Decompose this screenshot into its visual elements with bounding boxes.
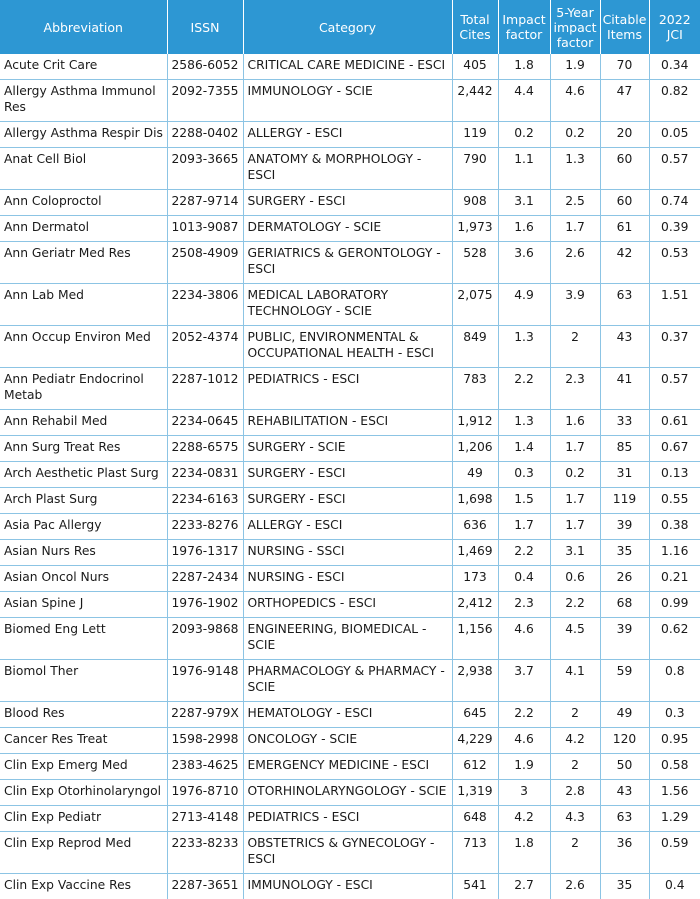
table-row — [0, 780, 700, 806]
impact-factor-cell: 4.4 — [498, 80, 550, 122]
total-cites-cell: 119 — [452, 122, 498, 148]
category-cell: ALLERGY - ESCI — [243, 122, 452, 148]
total-cites-cell: 908 — [452, 190, 498, 216]
total-cites-cell: 849 — [452, 326, 498, 368]
impact-factor-cell: 0.2 — [498, 122, 550, 148]
abbreviation-cell: Asia Pac Allergy — [0, 514, 167, 540]
5yr-impact-factor-cell: 2.2 — [550, 592, 600, 618]
header-impact-factor: Impact factor — [498, 0, 550, 54]
5yr-impact-factor-cell: 1.7 — [550, 514, 600, 540]
jci-cell: 0.34 — [649, 54, 700, 80]
citable-items-cell: 70 — [600, 54, 649, 80]
jci-cell: 0.59 — [649, 832, 700, 874]
jci-cell: 0.3 — [649, 702, 700, 728]
citable-items-cell: 60 — [600, 190, 649, 216]
issn-cell: 1976-1317 — [167, 540, 243, 566]
citable-items-cell: 49 — [600, 702, 649, 728]
category-cell: IMMUNOLOGY - ESCI — [243, 874, 452, 899]
total-cites-cell: 1,319 — [452, 780, 498, 806]
category-cell: IMMUNOLOGY - SCIE — [243, 80, 452, 122]
category-cell: PEDIATRICS - ESCI — [243, 368, 452, 410]
citable-items-cell: 59 — [600, 660, 649, 702]
impact-factor-cell: 3.1 — [498, 190, 550, 216]
total-cites-cell: 1,156 — [452, 618, 498, 660]
abbreviation-cell: Arch Aesthetic Plast Surg — [0, 462, 167, 488]
issn-cell: 1976-1902 — [167, 592, 243, 618]
jci-cell: 1.51 — [649, 284, 700, 326]
jci-cell: 0.13 — [649, 462, 700, 488]
citable-items-cell: 63 — [600, 284, 649, 326]
citable-items-cell: 68 — [600, 592, 649, 618]
issn-cell: 2234-3806 — [167, 284, 243, 326]
5yr-impact-factor-cell: 2 — [550, 754, 600, 780]
table-row — [0, 122, 700, 148]
table-row — [0, 462, 700, 488]
issn-cell: 1013-9087 — [167, 216, 243, 242]
impact-factor-cell: 0.4 — [498, 566, 550, 592]
total-cites-cell: 528 — [452, 242, 498, 284]
total-cites-cell: 541 — [452, 874, 498, 899]
header-jci: 2022 JCI — [649, 0, 700, 54]
abbreviation-cell: Acute Crit Care — [0, 54, 167, 80]
jci-cell: 0.67 — [649, 436, 700, 462]
citable-items-cell: 60 — [600, 148, 649, 190]
total-cites-cell: 790 — [452, 148, 498, 190]
issn-cell: 2713-4148 — [167, 806, 243, 832]
abbreviation-cell: Ann Geriatr Med Res — [0, 242, 167, 284]
issn-cell: 2287-9714 — [167, 190, 243, 216]
5yr-impact-factor-cell: 4.3 — [550, 806, 600, 832]
5yr-impact-factor-cell: 0.6 — [550, 566, 600, 592]
5yr-impact-factor-cell: 1.9 — [550, 54, 600, 80]
impact-factor-cell: 1.3 — [498, 326, 550, 368]
abbreviation-cell: Biomed Eng Lett — [0, 618, 167, 660]
abbreviation-cell: Ann Coloproctol — [0, 190, 167, 216]
category-cell: MEDICAL LABORATORY TECHNOLOGY - SCIE — [243, 284, 452, 326]
total-cites-cell: 648 — [452, 806, 498, 832]
total-cites-cell: 2,075 — [452, 284, 498, 326]
citable-items-cell: 31 — [600, 462, 649, 488]
impact-factor-cell: 1.5 — [498, 488, 550, 514]
citable-items-cell: 43 — [600, 780, 649, 806]
impact-factor-cell: 3.6 — [498, 242, 550, 284]
table-row — [0, 592, 700, 618]
citable-items-cell: 35 — [600, 874, 649, 899]
category-cell: ENGINEERING, BIOMEDICAL - SCIE — [243, 618, 452, 660]
citable-items-cell: 63 — [600, 806, 649, 832]
category-cell: EMERGENCY MEDICINE - ESCI — [243, 754, 452, 780]
category-cell: SURGERY - ESCI — [243, 190, 452, 216]
total-cites-cell: 1,912 — [452, 410, 498, 436]
citable-items-cell: 33 — [600, 410, 649, 436]
issn-cell: 1598-2998 — [167, 728, 243, 754]
issn-cell: 2233-8233 — [167, 832, 243, 874]
issn-cell: 2234-6163 — [167, 488, 243, 514]
impact-factor-cell: 3 — [498, 780, 550, 806]
category-cell: ONCOLOGY - SCIE — [243, 728, 452, 754]
5yr-impact-factor-cell: 2 — [550, 832, 600, 874]
total-cites-cell: 1,469 — [452, 540, 498, 566]
abbreviation-cell: Asian Nurs Res — [0, 540, 167, 566]
5yr-impact-factor-cell: 3.9 — [550, 284, 600, 326]
category-cell: CRITICAL CARE MEDICINE - ESCI — [243, 54, 452, 80]
jci-cell: 0.05 — [649, 122, 700, 148]
category-cell: NURSING - SSCI — [243, 540, 452, 566]
table-row — [0, 148, 700, 190]
impact-factor-cell: 0.3 — [498, 462, 550, 488]
issn-cell: 2288-6575 — [167, 436, 243, 462]
abbreviation-cell: Clin Exp Pediatr — [0, 806, 167, 832]
jci-cell: 0.8 — [649, 660, 700, 702]
issn-cell: 2288-0402 — [167, 122, 243, 148]
5yr-impact-factor-cell: 4.1 — [550, 660, 600, 702]
impact-factor-cell: 2.3 — [498, 592, 550, 618]
5yr-impact-factor-cell: 3.1 — [550, 540, 600, 566]
jci-cell: 0.4 — [649, 874, 700, 899]
table-row — [0, 566, 700, 592]
table-row — [0, 728, 700, 754]
abbreviation-cell: Asian Oncol Nurs — [0, 566, 167, 592]
citable-items-cell: 61 — [600, 216, 649, 242]
issn-cell: 2586-6052 — [167, 54, 243, 80]
jci-cell: 1.29 — [649, 806, 700, 832]
abbreviation-cell: Ann Pediatr Endocrinol Metab — [0, 368, 167, 410]
citable-items-cell: 43 — [600, 326, 649, 368]
total-cites-cell: 2,412 — [452, 592, 498, 618]
table-row — [0, 436, 700, 462]
jci-cell: 0.95 — [649, 728, 700, 754]
category-cell: PEDIATRICS - ESCI — [243, 806, 452, 832]
total-cites-cell: 49 — [452, 462, 498, 488]
abbreviation-cell: Clin Exp Vaccine Res — [0, 874, 167, 899]
impact-factor-cell: 3.7 — [498, 660, 550, 702]
jci-cell: 0.55 — [649, 488, 700, 514]
jci-cell: 0.82 — [649, 80, 700, 122]
issn-cell: 1976-9148 — [167, 660, 243, 702]
table-row — [0, 540, 700, 566]
5yr-impact-factor-cell: 1.7 — [550, 488, 600, 514]
5yr-impact-factor-cell: 2.8 — [550, 780, 600, 806]
abbreviation-cell: Ann Surg Treat Res — [0, 436, 167, 462]
jci-cell: 0.37 — [649, 326, 700, 368]
abbreviation-cell: Cancer Res Treat — [0, 728, 167, 754]
header-5yr-impact-factor: 5-Year impact factor — [550, 0, 600, 54]
abbreviation-cell: Arch Plast Surg — [0, 488, 167, 514]
5yr-impact-factor-cell: 1.3 — [550, 148, 600, 190]
5yr-impact-factor-cell: 1.6 — [550, 410, 600, 436]
jci-cell: 1.56 — [649, 780, 700, 806]
abbreviation-cell: Allergy Asthma Respir Dis — [0, 122, 167, 148]
category-cell: SURGERY - ESCI — [243, 462, 452, 488]
abbreviation-cell: Ann Rehabil Med — [0, 410, 167, 436]
jci-cell: 0.57 — [649, 148, 700, 190]
citable-items-cell: 47 — [600, 80, 649, 122]
5yr-impact-factor-cell: 2.6 — [550, 874, 600, 899]
5yr-impact-factor-cell: 2 — [550, 326, 600, 368]
jci-cell: 1.16 — [649, 540, 700, 566]
total-cites-cell: 1,698 — [452, 488, 498, 514]
impact-factor-cell: 4.9 — [498, 284, 550, 326]
impact-factor-cell: 4.2 — [498, 806, 550, 832]
category-cell: PHARMACOLOGY & PHARMACY - SCIE — [243, 660, 452, 702]
issn-cell: 2092-7355 — [167, 80, 243, 122]
table-row — [0, 618, 700, 660]
impact-factor-cell: 1.3 — [498, 410, 550, 436]
5yr-impact-factor-cell: 2.6 — [550, 242, 600, 284]
impact-factor-cell: 1.4 — [498, 436, 550, 462]
jci-cell: 0.21 — [649, 566, 700, 592]
issn-cell: 2234-0831 — [167, 462, 243, 488]
abbreviation-cell: Anat Cell Biol — [0, 148, 167, 190]
impact-factor-cell: 2.2 — [498, 368, 550, 410]
category-cell: SURGERY - SCIE — [243, 436, 452, 462]
issn-cell: 2234-0645 — [167, 410, 243, 436]
abbreviation-cell: Clin Exp Otorhinolaryngol — [0, 780, 167, 806]
category-cell: PUBLIC, ENVIRONMENTAL & OCCUPATIONAL HEALTH - ESCI — [243, 326, 452, 368]
5yr-impact-factor-cell: 4.2 — [550, 728, 600, 754]
total-cites-cell: 612 — [452, 754, 498, 780]
citable-items-cell: 35 — [600, 540, 649, 566]
category-cell: ANATOMY & MORPHOLOGY - ESCI — [243, 148, 452, 190]
issn-cell: 2287-979X — [167, 702, 243, 728]
abbreviation-cell: Ann Occup Environ Med — [0, 326, 167, 368]
header-category: Category — [243, 0, 452, 54]
citable-items-cell: 85 — [600, 436, 649, 462]
5yr-impact-factor-cell: 0.2 — [550, 462, 600, 488]
total-cites-cell: 405 — [452, 54, 498, 80]
table-row — [0, 874, 700, 899]
header-abbreviation: Abbreviation — [0, 0, 167, 54]
total-cites-cell: 2,938 — [452, 660, 498, 702]
category-cell: NURSING - ESCI — [243, 566, 452, 592]
table-row — [0, 284, 700, 326]
jci-cell: 0.62 — [649, 618, 700, 660]
table-row — [0, 242, 700, 284]
jci-cell: 0.57 — [649, 368, 700, 410]
abbreviation-cell: Blood Res — [0, 702, 167, 728]
abbreviation-cell: Ann Lab Med — [0, 284, 167, 326]
category-cell: GERIATRICS & GERONTOLOGY - ESCI — [243, 242, 452, 284]
citable-items-cell: 26 — [600, 566, 649, 592]
total-cites-cell: 4,229 — [452, 728, 498, 754]
5yr-impact-factor-cell: 2 — [550, 702, 600, 728]
impact-factor-cell: 4.6 — [498, 618, 550, 660]
citable-items-cell: 50 — [600, 754, 649, 780]
jci-cell: 0.99 — [649, 592, 700, 618]
total-cites-cell: 173 — [452, 566, 498, 592]
issn-cell: 1976-8710 — [167, 780, 243, 806]
impact-factor-cell: 2.7 — [498, 874, 550, 899]
5yr-impact-factor-cell: 4.6 — [550, 80, 600, 122]
issn-cell: 2287-3651 — [167, 874, 243, 899]
impact-factor-cell: 4.6 — [498, 728, 550, 754]
issn-cell: 2287-1012 — [167, 368, 243, 410]
table-row — [0, 410, 700, 436]
abbreviation-cell: Ann Dermatol — [0, 216, 167, 242]
citable-items-cell: 119 — [600, 488, 649, 514]
impact-factor-cell: 1.7 — [498, 514, 550, 540]
table-row — [0, 514, 700, 540]
header-row — [0, 0, 700, 54]
citable-items-cell: 39 — [600, 514, 649, 540]
abbreviation-cell: Clin Exp Reprod Med — [0, 832, 167, 874]
jci-cell: 0.53 — [649, 242, 700, 284]
header-citable-items: Citable Items — [600, 0, 649, 54]
citable-items-cell: 120 — [600, 728, 649, 754]
table-row — [0, 80, 700, 122]
jci-cell: 0.58 — [649, 754, 700, 780]
issn-cell: 2052-4374 — [167, 326, 243, 368]
table-body — [0, 54, 700, 899]
citable-items-cell: 20 — [600, 122, 649, 148]
category-cell: HEMATOLOGY - ESCI — [243, 702, 452, 728]
table-row — [0, 488, 700, 514]
abbreviation-cell: Asian Spine J — [0, 592, 167, 618]
table-row — [0, 806, 700, 832]
5yr-impact-factor-cell: 2.5 — [550, 190, 600, 216]
table-row — [0, 702, 700, 728]
abbreviation-cell: Clin Exp Emerg Med — [0, 754, 167, 780]
category-cell: ORTHOPEDICS - ESCI — [243, 592, 452, 618]
5yr-impact-factor-cell: 1.7 — [550, 436, 600, 462]
jci-cell: 0.74 — [649, 190, 700, 216]
citable-items-cell: 42 — [600, 242, 649, 284]
issn-cell: 2508-4909 — [167, 242, 243, 284]
header-issn: ISSN — [167, 0, 243, 54]
category-cell: OBSTETRICS & GYNECOLOGY - ESCI — [243, 832, 452, 874]
jci-cell: 0.38 — [649, 514, 700, 540]
issn-cell: 2287-2434 — [167, 566, 243, 592]
total-cites-cell: 2,442 — [452, 80, 498, 122]
issn-cell: 2383-4625 — [167, 754, 243, 780]
impact-factor-cell: 2.2 — [498, 540, 550, 566]
table-row — [0, 660, 700, 702]
category-cell: DERMATOLOGY - SCIE — [243, 216, 452, 242]
impact-factor-cell: 1.9 — [498, 754, 550, 780]
category-cell: ALLERGY - ESCI — [243, 514, 452, 540]
abbreviation-cell: Allergy Asthma Immunol Res — [0, 80, 167, 122]
issn-cell: 2093-9868 — [167, 618, 243, 660]
5yr-impact-factor-cell: 0.2 — [550, 122, 600, 148]
total-cites-cell: 645 — [452, 702, 498, 728]
table-row — [0, 326, 700, 368]
impact-factor-cell: 2.2 — [498, 702, 550, 728]
citable-items-cell: 41 — [600, 368, 649, 410]
table-row — [0, 216, 700, 242]
impact-factor-cell: 1.8 — [498, 54, 550, 80]
citable-items-cell: 39 — [600, 618, 649, 660]
category-cell: SURGERY - ESCI — [243, 488, 452, 514]
impact-factor-cell: 1.6 — [498, 216, 550, 242]
5yr-impact-factor-cell: 2.3 — [550, 368, 600, 410]
category-cell: OTORHINOLARYNGOLOGY - SCIE — [243, 780, 452, 806]
category-cell: REHABILITATION - ESCI — [243, 410, 452, 436]
5yr-impact-factor-cell: 4.5 — [550, 618, 600, 660]
citable-items-cell: 36 — [600, 832, 649, 874]
header-total-cites: Total Cites — [452, 0, 498, 54]
total-cites-cell: 1,973 — [452, 216, 498, 242]
table-row — [0, 190, 700, 216]
impact-factor-cell: 1.1 — [498, 148, 550, 190]
total-cites-cell: 783 — [452, 368, 498, 410]
table-row — [0, 368, 700, 410]
table-row — [0, 54, 700, 80]
total-cites-cell: 636 — [452, 514, 498, 540]
table-row — [0, 832, 700, 874]
total-cites-cell: 713 — [452, 832, 498, 874]
total-cites-cell: 1,206 — [452, 436, 498, 462]
issn-cell: 2233-8276 — [167, 514, 243, 540]
issn-cell: 2093-3665 — [167, 148, 243, 190]
5yr-impact-factor-cell: 1.7 — [550, 216, 600, 242]
impact-factor-cell: 1.8 — [498, 832, 550, 874]
jci-cell: 0.61 — [649, 410, 700, 436]
abbreviation-cell: Biomol Ther — [0, 660, 167, 702]
jci-cell: 0.39 — [649, 216, 700, 242]
table-row — [0, 754, 700, 780]
